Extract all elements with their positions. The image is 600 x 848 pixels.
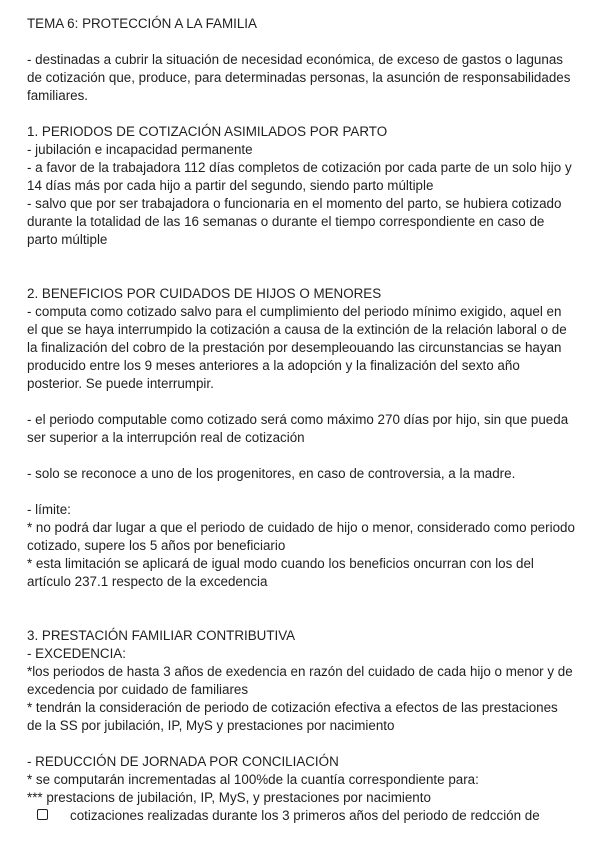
section2-para4-line-4: * esta limitación se aplicará de igual modo cuando los beneficios oncurran con los del [27, 556, 534, 571]
section2-para1-line-3: la finalización del cobro de la prestación por desempleouando las circunstancias se hayan [27, 340, 562, 355]
section1-line-5: durante la totalidad de las 16 semanas o durante el tiempo correspondiente en caso de [27, 214, 545, 229]
spacer [27, 447, 577, 465]
intro-line-3: familiares. [27, 88, 89, 103]
document-title: TEMA 6: PROTECCIÓN A LA FAMILIA [27, 16, 257, 31]
spacer [27, 105, 577, 123]
section3-para1-line-2: *los periodos de hasta 3 años de exedencia en razón del cuidado de cada hijo o menor y de [27, 664, 573, 679]
section2-heading: 2. BENEFICIOS POR CUIDADOS DE HIJOS O MENORES [27, 286, 382, 301]
spacer [27, 33, 577, 51]
intro-line-2: de cotización que, produce, para determinadas personas, la asunción de responsabilidades [27, 70, 571, 85]
section2-para3-line-1: - solo se reconoce a uno de los progenitores, en caso de controversia, a la madre. [27, 466, 516, 481]
checklist-item [27, 807, 577, 825]
spacer [27, 591, 577, 627]
section2-para1-line-1: - computa como cotizado salvo para el cumplimiento del periodo mínimo exigido, aquel en [27, 304, 562, 319]
section2-para2-line-2: ser superior a la interrupción real de cotización [27, 430, 305, 445]
spacer [27, 483, 577, 501]
section1-line-6: parto múltiple [27, 232, 108, 247]
intro-line-1: - destinadas a cubrir la situación de necesidad económica, de exceso de gastos o lagunas [27, 52, 563, 67]
section3-para1-line-3: excedencia por cuidado de familiares [27, 682, 249, 697]
section2-para4-line-1: - límite: [27, 502, 71, 517]
section3-heading: 3. PRESTACIÓN FAMILIAR CONTRIBUTIVA [27, 628, 296, 643]
section3-para1-line-4: * tendrán la consideración de periodo de cotización efectiva a efectos de las prestaciones [27, 700, 558, 715]
section3-para1-line-5: de la SS por jubilación, IP, MyS y prestaciones por nacimiento [27, 718, 395, 733]
section3-para2-line-1: - REDUCCIÓN DE JORNADA POR CONCILIACIÓN [27, 754, 339, 769]
section3-para1-line-1: - EXCEDENCIA: [27, 646, 126, 661]
section3-para2-line-2: * se computarán incrementadas al 100%de la cuantía correspondiente para: [27, 772, 479, 787]
document-page [27, 15, 577, 825]
section1-line-4: - salvo que por ser trabajadora o funcionaria en el momento del parto, se hubiera cotizado [27, 196, 562, 211]
section2-para2-line-1: - el periodo computable como cotizado será como máximo 270 días por hijo, sin que pueda [27, 412, 569, 427]
checklist-item-label: cotizaciones realizadas durante los 3 primeros años del periodo de redcción de [70, 808, 540, 823]
section2-para4-line-3: cotizado, supere los 5 años por beneficiario [27, 538, 286, 553]
section3-para2-line-3: *** prestacions de jubilación, IP, MyS, y prestaciones por nacimiento [27, 790, 431, 805]
section2-para4-line-5: artículo 237.1 respecto de la excedencia [27, 574, 268, 589]
section1-heading: 1. PERIODOS DE COTIZACIÓN ASIMILADOS POR PARTO [27, 124, 388, 139]
checkbox[interactable] [37, 809, 48, 820]
section2-para1-line-2: el que se haya interrumpido la cotización a causa de la extinción de la relación laboral o de [27, 322, 567, 337]
section1-line-2: - a favor de la trabajadora 112 días completos de cotización por cada parte de un solo hijo y [27, 160, 572, 175]
spacer [27, 735, 577, 753]
section1-line-1: - jubilación e incapacidad permanente [27, 142, 253, 157]
section1-line-3: 14 días más por cada hijo a partir del segundo, siendo parto múltiple [27, 178, 434, 193]
section2-para4-line-2: * no podrá dar lugar a que el periodo de cuidado de hijo o menor, considerado como periodo [27, 520, 575, 535]
section2-para1-line-4: producido entre los 9 meses anteriores a la adopción y la finalización del sexto año [27, 358, 520, 373]
spacer [27, 393, 577, 411]
spacer [27, 249, 577, 285]
section2-para1-line-5: posterior. Se puede interrumpir. [27, 376, 214, 391]
